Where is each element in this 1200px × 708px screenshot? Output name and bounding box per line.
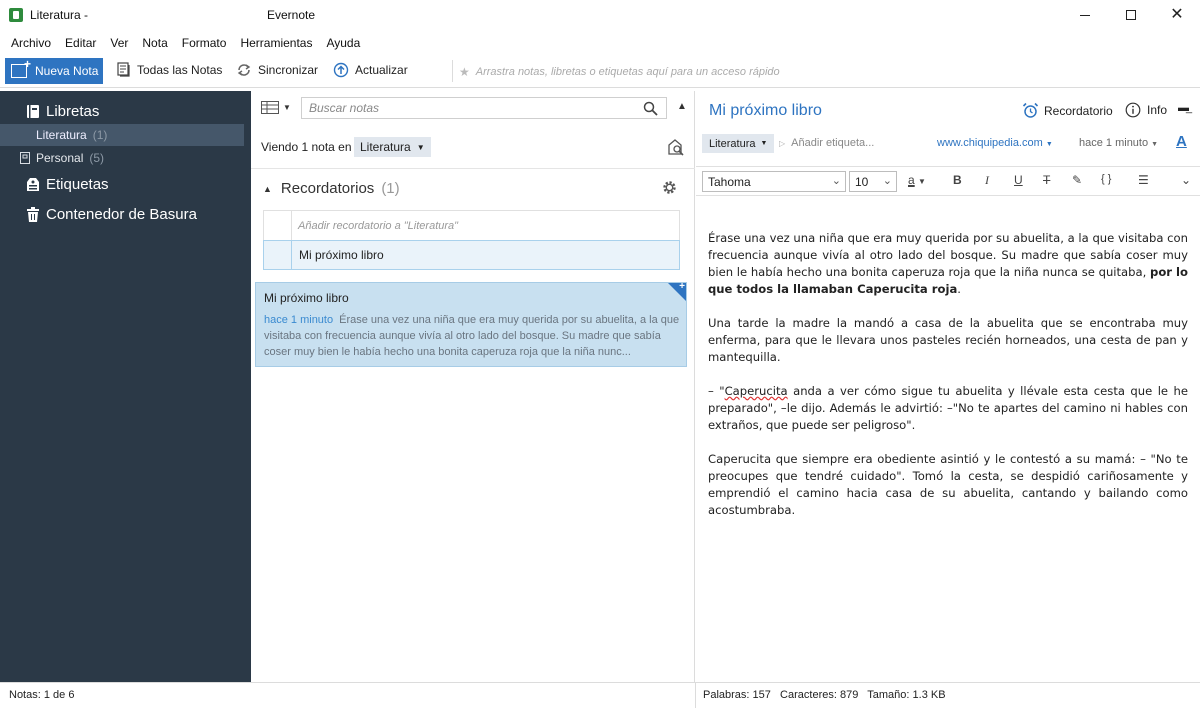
chevron-down-icon: ▼ <box>760 140 768 147</box>
add-tag-placeholder: Añadir etiqueta... <box>791 137 875 149</box>
menu-ayuda[interactable]: Ayuda <box>326 36 361 50</box>
underline-button[interactable]: U <box>1014 173 1023 187</box>
collapse-triangle-icon: ▲ <box>263 183 272 194</box>
formatting-toolbar <box>696 166 1200 196</box>
new-note-button[interactable] <box>5 58 103 84</box>
font-size-select[interactable] <box>849 171 897 192</box>
reminder-label: Recordatorio <box>1044 103 1113 118</box>
note-card-timestamp: hace 1 minuto <box>264 314 334 326</box>
list-view-icon <box>261 101 279 114</box>
tag-icon <box>26 177 40 192</box>
info-button[interactable] <box>1125 102 1167 118</box>
note-paragraph <box>708 230 1188 298</box>
chevron-down-icon: ▼ <box>1045 141 1053 148</box>
sidebar-item-count: (5) <box>89 151 105 165</box>
sync-button[interactable] <box>236 62 318 78</box>
sidebar-item-tags[interactable] <box>0 173 251 195</box>
sidebar-item-label: Literatura <box>36 128 87 142</box>
menu-formato[interactable]: Formato <box>181 36 227 50</box>
reminder-item[interactable] <box>263 240 680 270</box>
note-card-snippet-text: Érase una vez una niña que era muy querida por su abuelita, a la que visitaba con frecuencia aunque vivía al otro lado del bosque. Su madre que sabía coser muy bien le había hecho una bonita caperuza roja que la niña nunc... <box>264 314 680 358</box>
add-reminder-text: Añadir recordatorio a "Literatura" <box>298 219 459 232</box>
star-icon: ★ <box>459 65 470 79</box>
alarm-clock-icon <box>1022 102 1039 119</box>
tag-arrow-icon: ▷ <box>779 138 786 148</box>
note-editor <box>696 91 1200 682</box>
note-card-snippet <box>264 312 680 360</box>
new-note-icon <box>11 64 27 78</box>
notes-list-pane <box>251 91 695 682</box>
search-icon[interactable] <box>643 101 658 116</box>
trash-icon <box>26 207 40 222</box>
sidebar-item-label: Personal <box>36 151 84 165</box>
note-paragraph: Una tarde la madre la mandó a casa de la abuelita que se encontraba muy enferma, para que le llevara unos pasteles recién horneados, una cesta de pan y mantequilla. <box>708 316 1188 364</box>
reminder-button[interactable] <box>1022 102 1113 119</box>
highlight-icon[interactable]: ✎ <box>1072 173 1083 187</box>
spellcheck-word: Caperucita <box>724 384 788 398</box>
note-paragraph <box>708 383 1188 434</box>
viewing-label: Viendo 1 nota en <box>261 140 352 154</box>
reminders-label: Recordatorios <box>280 180 375 197</box>
bullet-list-icon[interactable]: ☰ <box>1138 173 1149 187</box>
status-bar <box>0 682 1200 708</box>
note-title[interactable]: Mi próximo libro <box>709 102 822 119</box>
info-icon <box>1125 102 1141 118</box>
sync-icon <box>236 62 252 78</box>
window-app-name: Evernote <box>267 8 316 22</box>
font-family-value: Tahoma <box>708 174 751 189</box>
text-color-button[interactable] <box>908 173 926 187</box>
search-in-notebook-icon[interactable] <box>667 138 685 156</box>
reminders-table <box>263 210 680 270</box>
close-button[interactable] <box>1154 0 1200 30</box>
reminder-item-title: Mi próximo libro <box>299 248 384 262</box>
modified-time[interactable] <box>1079 137 1158 149</box>
update-arrow-icon <box>333 62 349 78</box>
add-tag-field[interactable] <box>779 137 874 149</box>
sidebar-item-count: (1) <box>92 128 108 142</box>
update-button[interactable] <box>333 62 408 78</box>
sidebar-notebooks-label: Libretas <box>46 102 100 120</box>
collapse-up-icon[interactable]: ▲ <box>677 101 687 112</box>
menu-bar <box>0 32 1200 54</box>
font-family-select[interactable] <box>702 171 846 192</box>
gear-icon[interactable] <box>661 179 678 196</box>
add-reminder-row[interactable] <box>264 211 679 241</box>
bold-text: por lo que todos la llamaban Caperucita roja <box>708 265 1188 296</box>
chevron-down-icon: ▼ <box>416 142 425 152</box>
sidebar-item-literatura-text <box>36 128 107 142</box>
menu-archivo[interactable]: Archivo <box>11 36 52 50</box>
close-icon: ✕ <box>1170 6 1184 23</box>
info-label: Info <box>1147 103 1168 117</box>
search-input[interactable] <box>302 98 632 118</box>
toolbar-divider <box>452 60 453 82</box>
view-options-button[interactable] <box>261 101 291 114</box>
sidebar-item-personal-text <box>36 151 104 165</box>
bold-button[interactable]: B <box>953 173 962 187</box>
sync-label: Sincronizar <box>258 63 319 77</box>
shortcut-hint-text: Arrastra notas, libretas o etiquetas aquí para un acceso rápido <box>475 66 780 78</box>
reminders-header[interactable] <box>263 180 400 197</box>
sidebar-item-personal[interactable] <box>0 148 251 168</box>
chevron-down-icon: ⌄ <box>831 175 841 187</box>
text-color-icon: a <box>908 173 915 187</box>
sidebar-tags-label: Etiquetas <box>46 175 109 193</box>
update-label: Actualizar <box>355 63 408 77</box>
new-note-label: Nueva Nota <box>35 64 99 78</box>
note-paragraph: Caperucita que siempre era obediente asintió y le contestó a su mamá: – "No te preocupes que tendré cuidado". Tomó la cesta, se despidió cariñosamente y emprendió el camino hacia casa de su abuelita, cantando y bailando como acostumbraba. <box>708 452 1188 517</box>
paragraph-text: Érase una vez una niña que era muy querida por su abuelita, a la que visitaba con frecuencia aunque vivía al otro lado del bosque. Su madre que sabía coser muy bien le había hecho una bonita caperuza roja que la niña nunca se quitaba, <box>708 231 1188 279</box>
paragraph-end: . <box>957 282 961 296</box>
note-card[interactable] <box>255 282 687 367</box>
source-url-text: www.chiquipedia.com <box>937 137 1043 149</box>
status-divider <box>695 683 696 708</box>
note-notebook-selector[interactable] <box>702 134 774 153</box>
notes-stack-icon <box>117 62 131 77</box>
reminder-checkbox[interactable] <box>264 241 292 269</box>
menu-herramientas[interactable]: Herramientas <box>240 36 313 50</box>
sidebar-item-trash[interactable] <box>0 203 251 225</box>
notebook-filter-label: Literatura <box>360 140 411 154</box>
chevron-down-icon: ▼ <box>1151 141 1159 148</box>
menu-editar[interactable]: Editar <box>65 36 97 50</box>
chevron-down-icon: ▼ <box>283 103 291 112</box>
expand-toolbar-icon[interactable]: ⌄ <box>1181 173 1192 187</box>
minimize-button[interactable] <box>1062 0 1108 30</box>
reminders-count: (1) <box>381 180 400 197</box>
note-stats-status: Palabras: 157 Caracteres: 879 Tamaño: 1.3 KB <box>703 689 946 701</box>
title-bar <box>0 0 1200 30</box>
maximize-icon <box>1126 10 1136 20</box>
strikethrough-button[interactable]: T <box>1043 173 1051 187</box>
notebook-icon <box>26 104 40 119</box>
evernote-app-icon <box>9 8 23 22</box>
text-style-icon[interactable]: A <box>1176 133 1187 150</box>
italic-button[interactable]: I <box>985 173 989 187</box>
main-toolbar <box>0 56 1200 88</box>
chevron-down-icon: ▼ <box>918 177 926 186</box>
sidebar-notebooks-header[interactable] <box>0 100 251 122</box>
note-notebook-label: Literatura <box>709 137 756 150</box>
reminder-checkbox-gutter <box>264 211 292 240</box>
more-options-icon[interactable]: ▬̲ <box>1178 102 1189 114</box>
source-url-link[interactable] <box>937 137 1053 149</box>
menu-nota[interactable]: Nota <box>142 36 168 50</box>
notebook-filter-chip[interactable] <box>354 137 431 157</box>
search-notes-field[interactable] <box>301 97 667 119</box>
quote-open: – " <box>708 384 725 398</box>
shortcuts-drop-zone[interactable] <box>459 65 780 79</box>
maximize-button[interactable] <box>1108 0 1154 30</box>
notebook-stack-icon <box>20 152 30 164</box>
note-card-title: Mi próximo libro <box>264 291 349 305</box>
menu-ver[interactable]: Ver <box>110 36 129 50</box>
all-notes-button[interactable] <box>117 62 222 77</box>
sidebar <box>0 91 251 682</box>
window-doc-title: Literatura - <box>30 8 89 22</box>
chevron-down-icon: ⌄ <box>882 175 892 187</box>
sidebar-trash-label: Contenedor de Basura <box>46 205 197 223</box>
font-size-value: 10 <box>855 174 869 189</box>
all-notes-label: Todas las Notas <box>137 62 223 77</box>
sidebar-item-literatura[interactable] <box>0 124 244 146</box>
code-block-icon[interactable]: { } <box>1101 173 1112 185</box>
pane-divider <box>251 168 695 169</box>
plus-icon: + <box>679 281 685 292</box>
minimize-icon <box>1080 15 1090 16</box>
note-body[interactable] <box>708 230 1188 536</box>
notes-count-status: Notas: 1 de 6 <box>9 689 75 701</box>
modified-time-text: hace 1 minuto <box>1079 137 1149 149</box>
paragraph-text: anda a ver cómo sigue tu abuelita y llévale esta cesta que le he preparado", –le dijo. Además le advirtió: –"No te apartes del camino ni hables con extraños, que puede ser peligroso". <box>708 384 1188 432</box>
